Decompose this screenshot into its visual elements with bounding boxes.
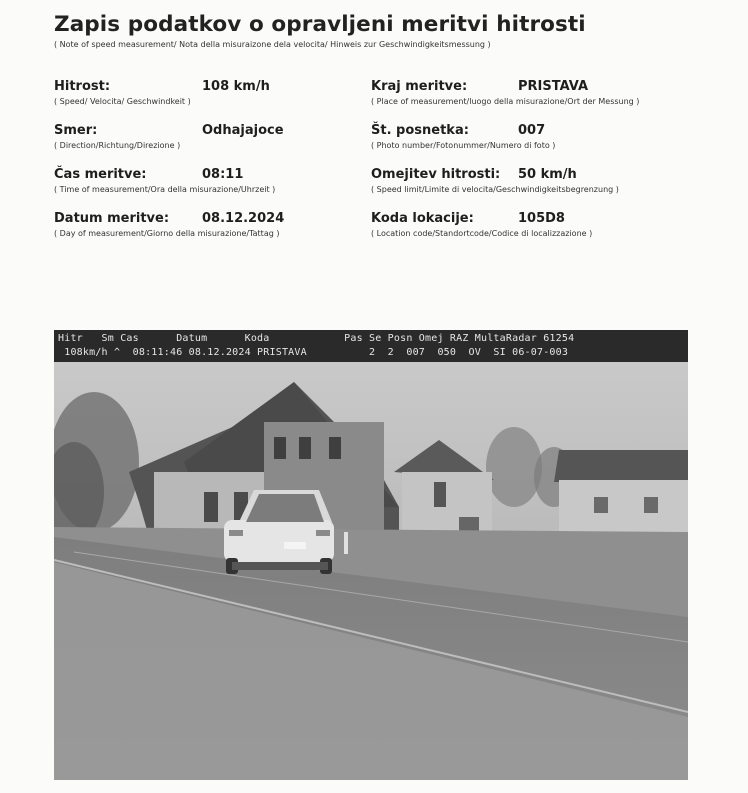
field-label: Kraj meritve:	[371, 79, 468, 94]
field-value: 105D8	[518, 211, 565, 226]
radar-photo	[54, 330, 688, 780]
field-label: Koda lokacije:	[371, 211, 474, 226]
field-value: 08:11	[202, 167, 244, 182]
field-label: Datum meritve:	[54, 211, 170, 226]
field-label: Smer:	[54, 123, 98, 138]
street-scene-image	[54, 362, 688, 780]
field-value: 08.12.2024	[202, 211, 285, 226]
field-translation: ( Photo number/Fotonummer/Numero di foto )	[371, 141, 556, 150]
overlay-values-row: 108km/h ^ 08:11:46 08.12.2024 PRISTAVA 2 2 007 050 OV SI 06-07-003	[58, 347, 569, 358]
field-value: PRISTAVA	[518, 79, 589, 94]
field-translation: ( Speed/ Velocita/ Geschwindkeit )	[54, 97, 191, 106]
field-translation: ( Day of measurement/Giorno della misurazione/Tattag )	[54, 229, 280, 238]
field-label: Hitrost:	[54, 79, 111, 94]
field-value: 007	[518, 123, 546, 138]
document-subtitle: ( Note of speed measurement/ Nota della misuraizone dela velocita/ Hinweis zur Geschwindigkeitsmessung )	[54, 40, 491, 49]
document-title: Zapis podatkov o opravljeni meritvi hitrosti	[54, 12, 586, 37]
field-translation: ( Place of measurement/luogo della misurazione/Ort der Messung )	[371, 97, 640, 106]
field-translation: ( Location code/Standortcode/Codice di localizzazione )	[371, 229, 593, 238]
field-label: Čas meritve:	[54, 167, 147, 182]
field-translation: ( Direction/Richtung/Direzione )	[54, 141, 181, 150]
field-value: 108 km/h	[202, 79, 270, 94]
field-label: Št. posnetka:	[371, 123, 469, 138]
field-translation: ( Speed limit/Limite di velocita/Geschwindigkeitsbegrenzung )	[371, 185, 619, 194]
field-value: 50 km/h	[518, 167, 577, 182]
radar-data-overlay	[54, 330, 688, 362]
field-translation: ( Time of measurement/Ora della misurazione/Uhrzeit )	[54, 185, 276, 194]
field-label: Omejitev hitrosti:	[371, 167, 501, 182]
overlay-header-row: Hitr Sm Cas Datum Koda Pas Se Posn Omej RAZ MultaRadar 61254	[58, 333, 575, 344]
field-value: Odhajajoce	[202, 123, 284, 138]
